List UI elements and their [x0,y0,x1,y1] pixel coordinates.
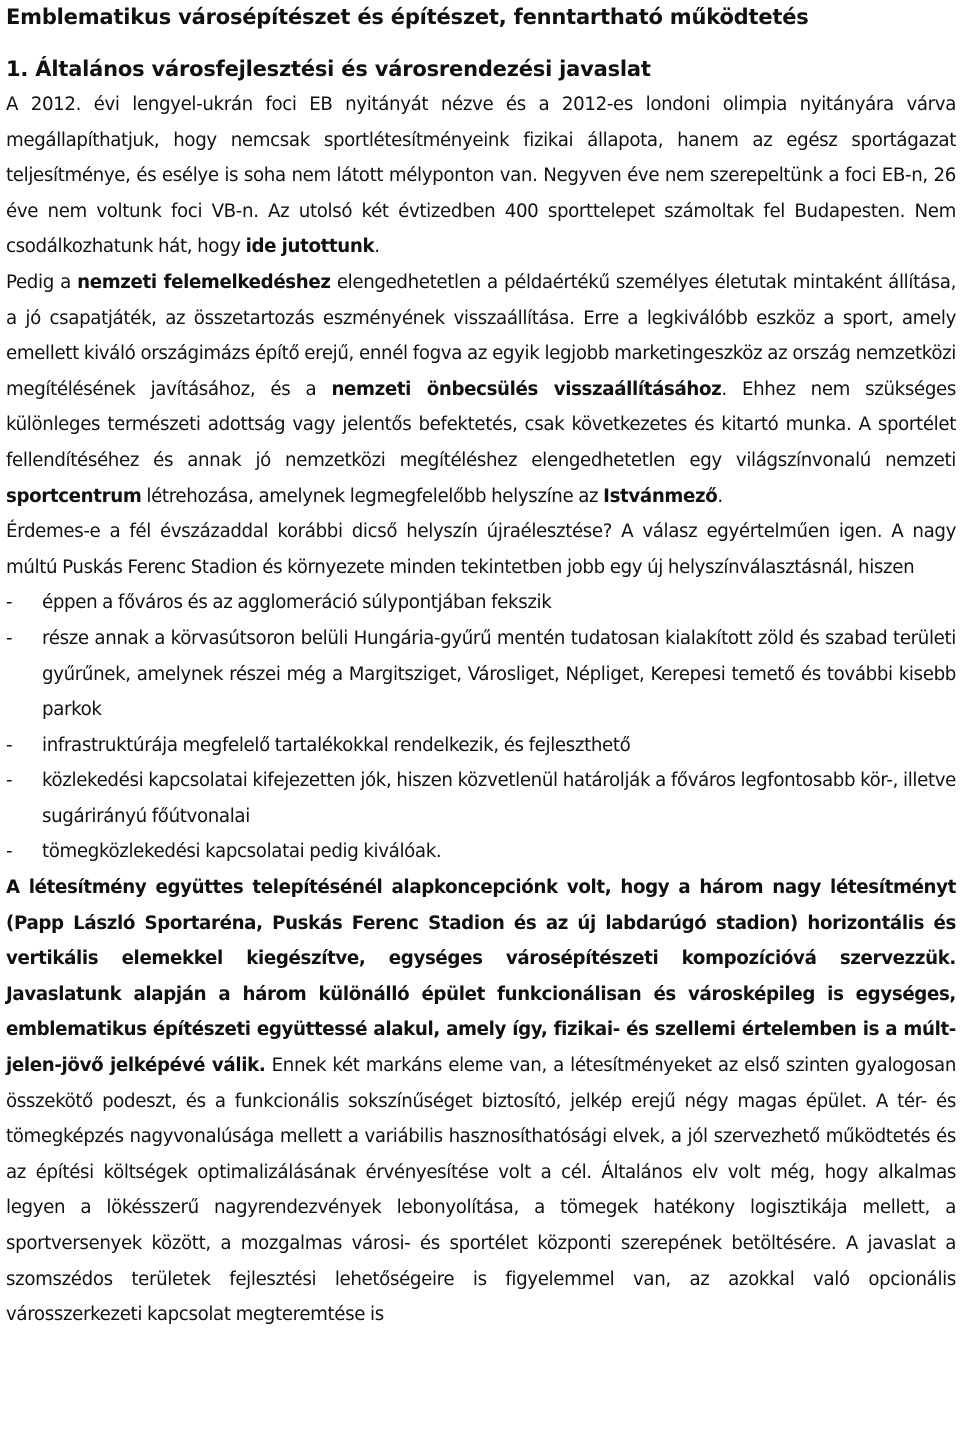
bullet-dash: - [6,841,13,863]
pride-bold-2: nemzeti önbecsülés visszaállításához [331,378,722,400]
bullet-dash: - [6,627,13,649]
question-paragraph: Érdemes-e a fél évszázaddal korábbi dicső helyszín újraélesztése? A válasz egyértelműen igen. A nagy múltú Puskás Ferenc Stadion és környezete minden tekintetben jobb egy új helyszínválasztásnál, hiszen [6,521,956,578]
list-item [6,834,956,870]
pride-text-2: elengedhetetlen a példaértékű személyes életutak mintaként állítása, a jó csapatjáték, az összetartozás eszményének visszaállítása. Erre a legkiválóbb eszköz a sport, amely emellett kiváló országimázs építő erejű, ennél fogva az egyik legjobb marketingeszköz az ország nemzetközi megítélésének javításához, és a [6,271,957,400]
bullet-dash: - [6,592,13,614]
concept-bold-text: A létesítmény együttes telepítésénél alapkoncepciónk volt, hogy a három nagy létesítményt (Papp László Sportaréna, Puskás Ferenc Stadion és az új labdarúgó stadion) horizontális és vertikális elemekkel kiegészítve, egységes városépítészeti kompozícióvá szervezzük. Javaslatunk alapján a három különálló épület funkcionálisan és városképileg is egységes, emblematikus építészeti együttessé alakul, amely így, fizikai- és szellemi értelemben is a múlt-jelen-jövő jelképévé válik. [6,877,956,1077]
list-item-text: infrastruktúrája megfelelő tartalékokkal rendelkezik, és fejleszthető [42,734,631,756]
intro-emphasis: ide jutottunk [245,236,375,258]
bullet-dash: - [6,734,13,756]
list-item [6,728,956,764]
national-pride-paragraph [6,265,956,514]
pride-bold-3: sportcentrum [6,485,142,507]
document-title: Emblematikus városépítészet és építészet, fenntartható működtetés [6,5,809,29]
list-item-text: része annak a körvasútsoron belüli Hungária-gyűrű mentén tudatosan kialakított zöld és szabad területi gyűrűnek, amelynek részei még a Margitsziget, Városliget, Népliget, Kerepesi temető és további kisebb parkok [42,627,956,721]
pride-text-1: Pedig a [6,271,78,293]
list-item [6,621,956,728]
section-heading: 1. Általános városfejlesztési és városrendezési javaslat [6,57,651,81]
pride-text-3: . Ehhez nem szükséges különleges természeti adottság vagy jelentős befektetés, csak következetes és kitartó munka. A sportélet fellendítéséhez és annak jó nemzetközi megítéléshez elengedhetetlen egy világszínvonalú nemzeti [6,378,956,471]
list-item-text: éppen a főváros és az agglomeráció súlypontjában fekszik [42,592,552,614]
list-item [6,763,956,834]
intro-paragraph [6,87,956,265]
bullet-dash: - [6,770,13,792]
intro-text: A 2012. évi lengyel-ukrán foci EB nyitányát nézve és a 2012-es londoni olimpia nyitányára várva megállapíthatjuk, hogy nemcsak sportlétesítményeink fizikai állapota, hanem az egész sportágazat teljesítménye, és esélye is soha nem látott mélyponton van. Negyven éve nem szerepeltünk a foci EB-n, 26 éve nem voltunk foci VB-n. Az utolsó két évtizedben 400 sporttelepet számoltak fel Budapesten. Nem csodálkozhatunk hát, hogy [6,94,956,258]
concept-text: Ennek két markáns eleme van, a létesítményeket az első szinten gyalogosan összekötő podeszt, és a funkcionális sokszínűséget biztosító, jelkép erejű négy magas épület. A tér- és tömegképzés nagyvonalúsága mellett a variábilis hasznosíthatósági elvek, a jól szervezhető működtetés és az építési költségek optimalizálásának érvényesítése volt a cél. Általános elv volt még, hogy alkalmas legyen a lökésszerű nagyrendezvények lebonyolítása, a tömegek hatékony logisztikája mellett, a sportversenyek között, a mozgalmas városi- és sportélet központi szerepének betöltésére. A javaslat a szomszédos területek fejlesztési lehetőségeire is figyelemmel van, az azokkal való opcionális városszerkezeti kapcsolat megteremtése is [6,1055,956,1326]
pride-end: . [717,485,723,507]
document-page [6,0,956,1333]
intro-end: . [374,236,380,258]
advantages-list [6,585,956,870]
list-item-text: közlekedési kapcsolatai kifejezetten jók, hiszen közvetlenül határolják a főváros legfontosabb kör-, illetve sugárirányú főútvonalai [42,770,956,827]
list-item [6,585,956,621]
pride-bold-1: nemzeti felemelkedéshez [77,271,331,293]
list-item-text: tömegközlekedési kapcsolatai pedig kiválóak. [42,841,442,863]
pride-text-4: létrehozása, amelynek legmegfelelőbb helyszíne az [141,485,604,507]
concept-paragraph [6,870,956,1333]
pride-bold-4: Istvánmező [603,485,718,507]
